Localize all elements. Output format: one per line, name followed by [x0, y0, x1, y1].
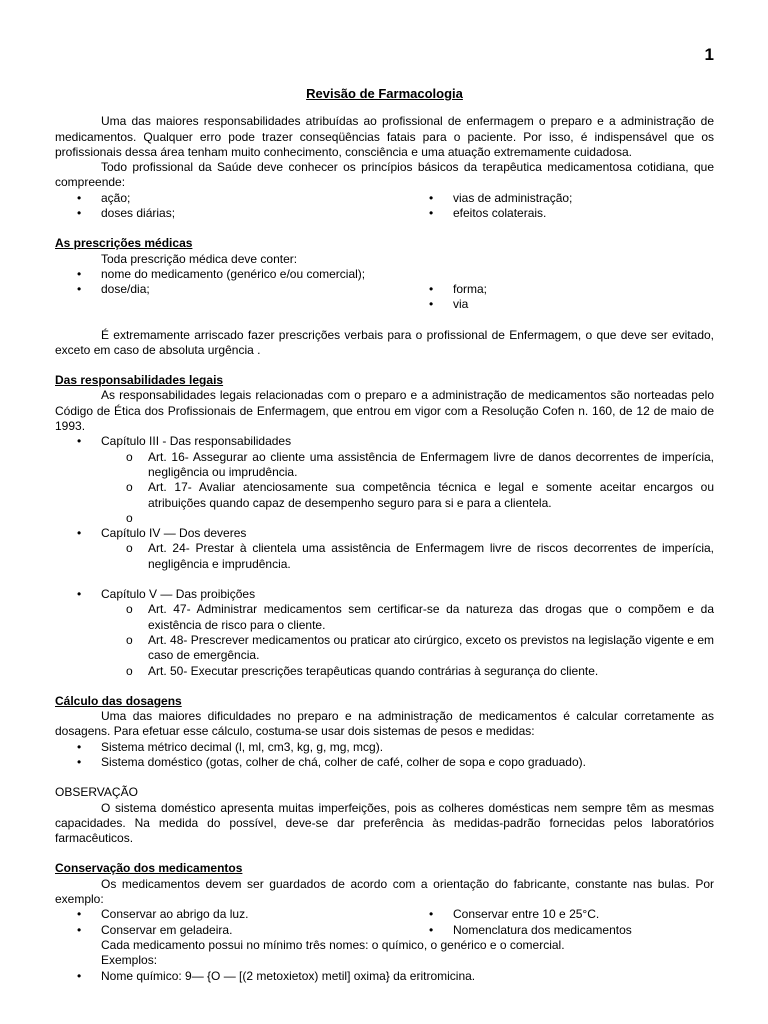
section-heading-conservacao: Conservação dos medicamentos [55, 861, 243, 876]
list-item: • forma; [407, 282, 714, 297]
section-heading-calculo: Cálculo das dosagens [55, 693, 182, 708]
calculo-text: Uma das maiores dificuldades no preparo e na administração de medicamentos é calcular corretamente as dosagens. Para efetuar esse cálculo, costuma-se usar dois sistemas de pesos e medidas: [55, 709, 714, 739]
chapter-item [55, 526, 714, 541]
chapter-title: Capítulo III - Das responsabilidades [101, 434, 292, 449]
list-item: • Sistema doméstico (gotas, colher de chá, colher de café, colher de sopa e copo graduado). [55, 755, 714, 770]
chapter-title: Capítulo V — Das proibições [101, 587, 256, 602]
list-item: • vias de administração; [407, 191, 714, 206]
intro-paragraph-1: Uma das maiores responsabilidades atribuídas ao profissional de enfermagem o preparo e a administração de medicamentos. Qualquer erro pode trazer conseqüências fatais para o paciente. Por isso, é indispensável que os profissionais dessa área tenham muito conhecimento, consciência e uma atuação extremamente cuidadosa. [55, 114, 714, 159]
names-line: Cada medicamento possui no mínimo três nomes: o químico, o genérico e o comercial. [101, 937, 565, 952]
article-item: o Art. 17- Avaliar atenciosamente sua competência técnica e legal e somente aceitar encargos ou atribuições quando capaz de desempenho seguro para si e para a clientela. [55, 480, 714, 511]
list-item: • dose/dia; [55, 282, 367, 297]
prescricoes-note: É extremamente arriscado fazer prescrições verbais para o profissional de Enfermagem, o que deve ser evitado, exceto em caso de absoluta urgência . [55, 327, 714, 357]
intro-paragraph-2: Todo profissional da Saúde deve conhecer os princípios básicos da terapêutica medicamentosa cotidiana, que compreende: [55, 160, 714, 190]
intro-list [55, 191, 714, 222]
list-item: • Conservar entre 10 e 25°C. [407, 907, 714, 922]
article-item: o Art. 24- Prestar à clientela uma assistência de Enfermagem livre de riscos decorrentes de imperícia, negligência e imprudência. [55, 541, 714, 572]
article-item: o Art. 47- Administrar medicamentos sem certificar-se da natureza das drogas que o compõem e da existência de risco para o cliente. [55, 602, 714, 633]
article-item-empty [55, 511, 714, 526]
cap5-articles [55, 602, 714, 678]
article-item: o Art. 16- Assegurar ao cliente uma assistência de Enfermagem livre de danos decorrentes de imperícia, negligência ou imprudência. [55, 450, 714, 481]
responsabilidades-text: As responsabilidades legais relacionadas com o preparo e a administração de medicamentos são norteadas pelo Código de Ética dos Profissionais de Enfermagem, que entrou em vigor com a Resolução Cofen n. 160, de 12 de maio de 1993. [55, 388, 714, 434]
list-item: • doses diárias; [55, 206, 407, 221]
conservacao-list [55, 907, 714, 938]
article-item: o Art. 48- Prescrever medicamentos ou praticar ato cirúrgico, exceto os previstos na legislação vigente e em caso de emergência. [55, 633, 714, 664]
list-item: • Conservar ao abrigo da luz. [55, 907, 407, 922]
chapter-item [55, 587, 714, 602]
examples-label: Exemplos: [101, 953, 158, 968]
list-item: • Sistema métrico decimal (l, ml, cm3, kg, g, mg, mcg). [55, 740, 714, 755]
examples-list [55, 969, 714, 984]
section-heading-responsabilidades: Das responsabilidades legais [55, 373, 224, 388]
observacao-text: O sistema doméstico apresenta muitas imperfeições, pois as colheres domésticas nem sempre têm as mesmas capacidades. Na medida do possível, deve-se dar preferência às medidas-padrão fornecidas pelos laboratórios farmacêuticos. [55, 800, 714, 846]
calculo-list [55, 740, 714, 771]
page-number: 1 [704, 45, 714, 64]
cap3-articles [55, 450, 714, 526]
list-item: • Nome químico: 9— {O — [(2 metoxietox) metil] oxima} da eritromicina. [55, 969, 714, 984]
chapter-title: Capítulo IV — Dos deveres [101, 526, 247, 541]
list-item: • nome do medicamento (genérico e/ou comercial); [55, 267, 367, 282]
chapter-item [55, 434, 714, 449]
conservacao-text: Os medicamentos devem ser guardados de acordo com a orientação do fabricante, constante nas bulas. Por exemplo: [55, 876, 714, 907]
list-item: • via [407, 297, 714, 312]
observacao-heading: OBSERVAÇÃO [55, 785, 138, 800]
chapters-list [55, 434, 714, 449]
list-item: • ação; [55, 191, 407, 206]
prescricoes-list [55, 267, 714, 313]
cap4-articles [55, 541, 714, 572]
prescricoes-lead: Toda prescrição médica deve conter: [101, 251, 298, 266]
list-item: • Conservar em geladeira. [55, 923, 407, 938]
list-item: • Nomenclatura dos medicamentos [407, 923, 714, 938]
article-item: o Art. 50- Executar prescrições terapêuticas quando contrárias à segurança do cliente. [55, 664, 714, 679]
document-body [55, 86, 714, 984]
section-heading-prescricoes: As prescrições médicas [55, 236, 193, 251]
document-title: Revisão de Farmacologia [306, 86, 463, 101]
list-item: • efeitos colaterais. [407, 206, 714, 221]
